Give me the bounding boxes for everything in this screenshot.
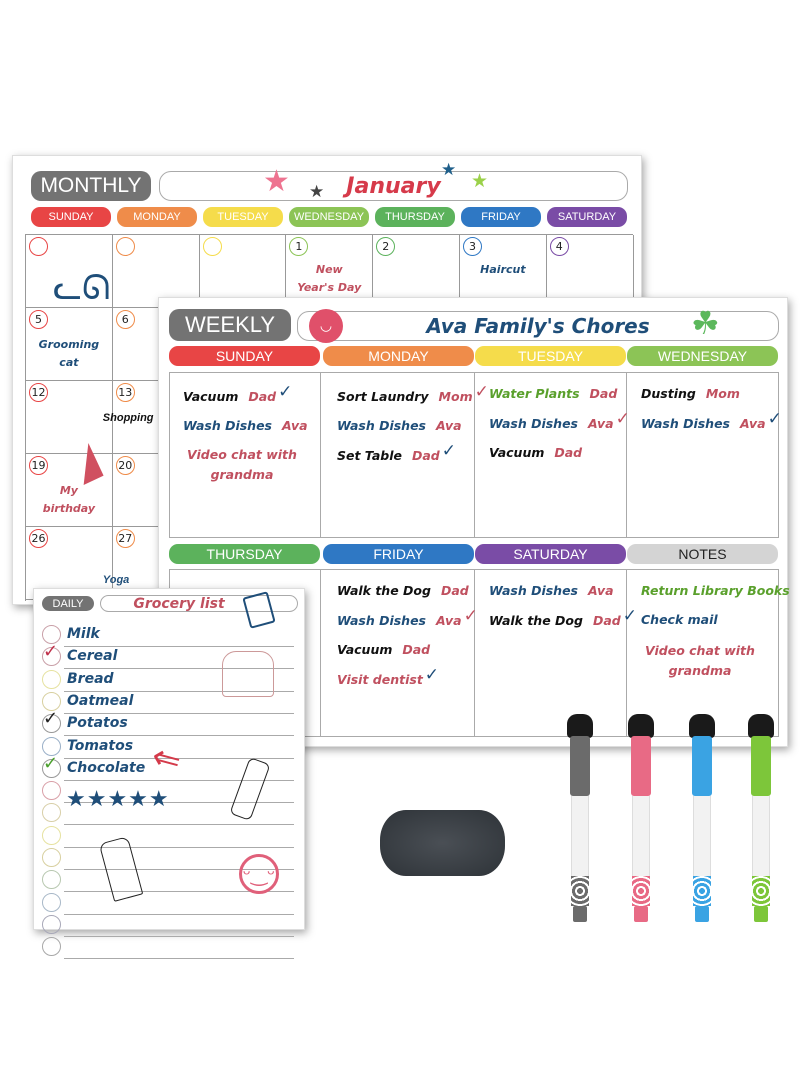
chore-assignee: Dad <box>248 389 277 404</box>
check-mark-icon: ✓ <box>43 752 59 774</box>
month-day-monday: MONDAY <box>117 207 197 227</box>
chore-task: Check mail <box>641 612 718 627</box>
calendar-note: Grooming cat <box>38 338 100 369</box>
marker-cap-end <box>695 906 709 922</box>
calendar-note: New Year's Day <box>297 263 362 294</box>
calendar-note: My birthday <box>42 484 96 515</box>
chore-assignee: Dad <box>554 445 583 460</box>
calendar-cell[interactable] <box>26 308 113 381</box>
whiteboard-marker <box>748 714 774 924</box>
chore-task: Set Table <box>337 448 402 463</box>
calendar-note: Yoga <box>102 574 130 586</box>
marker-barrel <box>692 736 712 796</box>
week-cell-friday[interactable] <box>323 569 478 737</box>
date-circle <box>116 237 135 256</box>
grocery-item: Potatos <box>67 715 128 732</box>
sun-icon: ◡ <box>309 309 343 343</box>
week-header-tuesday: TUESDAY <box>475 346 626 366</box>
grocery-item: Tomatos <box>67 737 134 754</box>
chore-item <box>337 441 474 465</box>
check-mark-icon: ✓ <box>622 606 637 626</box>
week-cell-tuesday[interactable] <box>475 372 630 538</box>
chore-assignee: Dad <box>440 583 469 598</box>
list-line <box>64 713 294 714</box>
chore-item <box>337 583 474 598</box>
chore-task: Visit dentist <box>337 672 423 687</box>
bread-icon <box>222 651 274 697</box>
week-header-thursday: THURSDAY <box>169 544 320 564</box>
whiteboard-marker <box>689 714 715 924</box>
month-day-wednesday: WEDNESDAY <box>289 207 369 227</box>
date-circle: 4 <box>550 237 569 256</box>
list-line <box>64 824 294 825</box>
marker-label <box>632 796 650 876</box>
chore-task: Wash Dishes <box>489 583 578 598</box>
check-mark-icon: ✓ <box>441 441 457 461</box>
chore-assignee: Mom <box>438 389 473 404</box>
daily-board <box>33 588 305 930</box>
arrow-icon: ⇖ <box>143 734 189 784</box>
month-day-sunday: SUNDAY <box>31 207 111 227</box>
calendar-cell[interactable] <box>26 381 113 454</box>
date-circle <box>29 237 48 256</box>
check-mark-icon: ✓ <box>43 641 59 663</box>
check-mark-icon: ✓ <box>474 382 489 402</box>
checkbox-circle[interactable] <box>42 870 61 889</box>
water-bottle-icon <box>229 757 270 821</box>
week-header-friday: FRIDAY <box>323 544 474 564</box>
list-line <box>64 847 294 848</box>
checkbox-circle[interactable] <box>42 826 61 845</box>
week-cell-saturday[interactable] <box>475 569 637 737</box>
chore-task: Vacuum <box>183 389 239 404</box>
chore-task: Walk the Dog <box>337 583 431 598</box>
checkbox-circle[interactable] <box>42 803 61 822</box>
chore-assignee: Ava <box>587 583 614 598</box>
date-circle: 19 <box>29 456 48 475</box>
check-mark-icon: ✓ <box>43 708 59 730</box>
chore-item <box>641 583 790 598</box>
grocery-item: Chocolate <box>67 759 146 776</box>
marker-grip <box>632 876 650 906</box>
marker-barrel <box>570 736 590 796</box>
weekly-title-text: Ava Family's Chores <box>426 314 650 338</box>
chore-item <box>337 642 474 657</box>
monthly-label: MONTHLY <box>31 171 151 201</box>
chore-assignee: Dad <box>402 642 431 657</box>
date-circle: 12 <box>29 383 48 402</box>
marker-eraser-cap <box>567 714 593 738</box>
chore-task: Wash Dishes <box>337 613 426 628</box>
chore-item <box>337 606 478 630</box>
chore-task: Wash Dishes <box>641 416 730 431</box>
chore-task: Sort Laundry <box>337 389 429 404</box>
checkbox-circle[interactable] <box>42 848 61 867</box>
marker-grip <box>571 876 589 906</box>
list-line <box>64 735 294 736</box>
list-line <box>64 646 294 647</box>
grocery-item: Bread <box>67 670 114 687</box>
marker-barrel <box>751 736 771 796</box>
chore-assignee: Ava <box>435 418 462 433</box>
chore-task: Vacuum <box>337 642 393 657</box>
date-circle: 26 <box>29 529 48 548</box>
checkbox-circle[interactable] <box>42 670 61 689</box>
chore-assignee: Ava <box>739 416 766 431</box>
week-header-monday: MONDAY <box>323 346 474 366</box>
chore-item <box>641 641 759 681</box>
grocery-item: Oatmeal <box>67 692 134 709</box>
date-circle: 5 <box>29 310 48 329</box>
date-circle: 2 <box>376 237 395 256</box>
month-day-friday: FRIDAY <box>461 207 541 227</box>
date-circle <box>203 237 222 256</box>
checkbox-circle[interactable] <box>42 893 61 912</box>
marker-eraser-cap <box>748 714 774 738</box>
chore-task: Video chat with grandma <box>187 447 297 482</box>
calendar-note: Haircut <box>480 263 526 276</box>
calendar-cell[interactable] <box>26 454 113 527</box>
checkbox-circle[interactable] <box>42 937 61 956</box>
chore-assignee: Dad <box>589 386 618 401</box>
chore-item <box>489 606 637 630</box>
month-day-thursday: THURSDAY <box>375 207 455 227</box>
marker-cap-end <box>634 906 648 922</box>
star-icon: ★ <box>263 164 290 199</box>
date-circle: 20 <box>116 456 135 475</box>
month-day-saturday: SATURDAY <box>547 207 627 227</box>
date-circle: 1 <box>289 237 308 256</box>
marker-barrel <box>631 736 651 796</box>
checkbox-circle[interactable] <box>42 781 61 800</box>
marker-label <box>693 796 711 876</box>
marker-cap-end <box>754 906 768 922</box>
chore-assignee: Ava <box>435 613 462 628</box>
chore-item <box>183 382 320 406</box>
week-header-wednesday: WEDNESDAY <box>627 346 778 366</box>
chore-item <box>183 418 320 433</box>
whiteboard-marker <box>628 714 654 924</box>
chore-task: Wash Dishes <box>337 418 426 433</box>
chore-task: Dusting <box>641 386 696 401</box>
grocery-item: Milk <box>67 626 100 642</box>
marker-grip <box>752 876 770 906</box>
calendar-note: Shopping <box>102 412 154 424</box>
daily-label: DAILY <box>42 596 94 611</box>
check-mark-icon: ✓ <box>767 409 782 429</box>
eraser <box>380 810 505 876</box>
chore-item <box>641 612 779 627</box>
chore-task: Vacuum <box>489 445 545 460</box>
list-line <box>64 936 294 937</box>
month-title-text: January <box>346 173 441 199</box>
marker-eraser-cap <box>689 714 715 738</box>
grocery-item: Cereal <box>67 648 118 665</box>
marker-eraser-cap <box>628 714 654 738</box>
chore-item <box>489 409 630 433</box>
marker-cap-end <box>573 906 587 922</box>
check-mark-icon: ✓ <box>278 382 293 402</box>
month-title <box>159 171 628 201</box>
chore-task: Video chat with grandma <box>645 643 755 678</box>
chore-item <box>183 445 301 485</box>
marker-label <box>571 796 589 876</box>
chore-task: Walk the Dog <box>489 613 583 628</box>
chore-item <box>489 583 626 598</box>
chore-item <box>641 409 782 433</box>
week-header-saturday: SATURDAY <box>475 544 626 564</box>
chore-assignee: Mom <box>705 386 740 401</box>
checkbox-circle[interactable] <box>42 915 61 934</box>
chore-assignee: Ava <box>281 418 308 433</box>
week-cell-notes[interactable] <box>627 569 790 737</box>
chore-assignee: Dad <box>592 613 621 628</box>
chore-task: Wash Dishes <box>489 416 578 431</box>
star-icon: ★ <box>441 160 457 180</box>
week-header-notes: NOTES <box>627 544 778 564</box>
chore-item <box>641 386 779 401</box>
chore-item <box>489 386 626 401</box>
check-mark-icon: ✓ <box>463 606 478 626</box>
chore-assignee: Ava <box>587 416 614 431</box>
chore-assignee: Dad <box>412 448 440 463</box>
smiley-icon: ᵕ‿ᵕ <box>239 854 279 894</box>
weekly-label: WEEKLY <box>169 309 291 341</box>
list-line <box>64 914 294 915</box>
chore-task: Wash Dishes <box>183 418 272 433</box>
date-circle: 3 <box>463 237 482 256</box>
date-circle: 13 <box>116 383 135 402</box>
clover-icon: ☘ <box>691 304 720 342</box>
month-day-tuesday: TUESDAY <box>203 207 283 227</box>
check-mark-icon: ✓ <box>615 409 630 429</box>
chore-task: Water Plants <box>489 386 580 401</box>
chore-item <box>337 418 474 433</box>
daily-title-text: Grocery list <box>133 595 225 612</box>
date-circle: 6 <box>116 310 135 329</box>
stars-rating: ★★★★★ <box>66 787 170 812</box>
marker-grip <box>693 876 711 906</box>
check-mark-icon: ✓ <box>424 665 440 685</box>
cat-drawing-icon: ᓚᘏ <box>53 268 111 308</box>
date-circle: 27 <box>116 529 135 548</box>
week-cell-monday[interactable] <box>323 372 489 538</box>
chore-item <box>337 665 474 689</box>
marker-label <box>752 796 770 876</box>
week-cell-wednesday[interactable] <box>627 372 782 538</box>
list-line <box>64 958 294 959</box>
chore-item <box>337 382 489 406</box>
chore-item <box>489 445 626 460</box>
chore-task: Return Library Books <box>641 583 790 598</box>
week-header-sunday: SUNDAY <box>169 346 320 366</box>
star-icon: ★ <box>309 182 325 202</box>
whiteboard-marker <box>567 714 593 924</box>
star-icon: ★ <box>471 170 489 192</box>
week-cell-sunday[interactable] <box>169 372 321 538</box>
